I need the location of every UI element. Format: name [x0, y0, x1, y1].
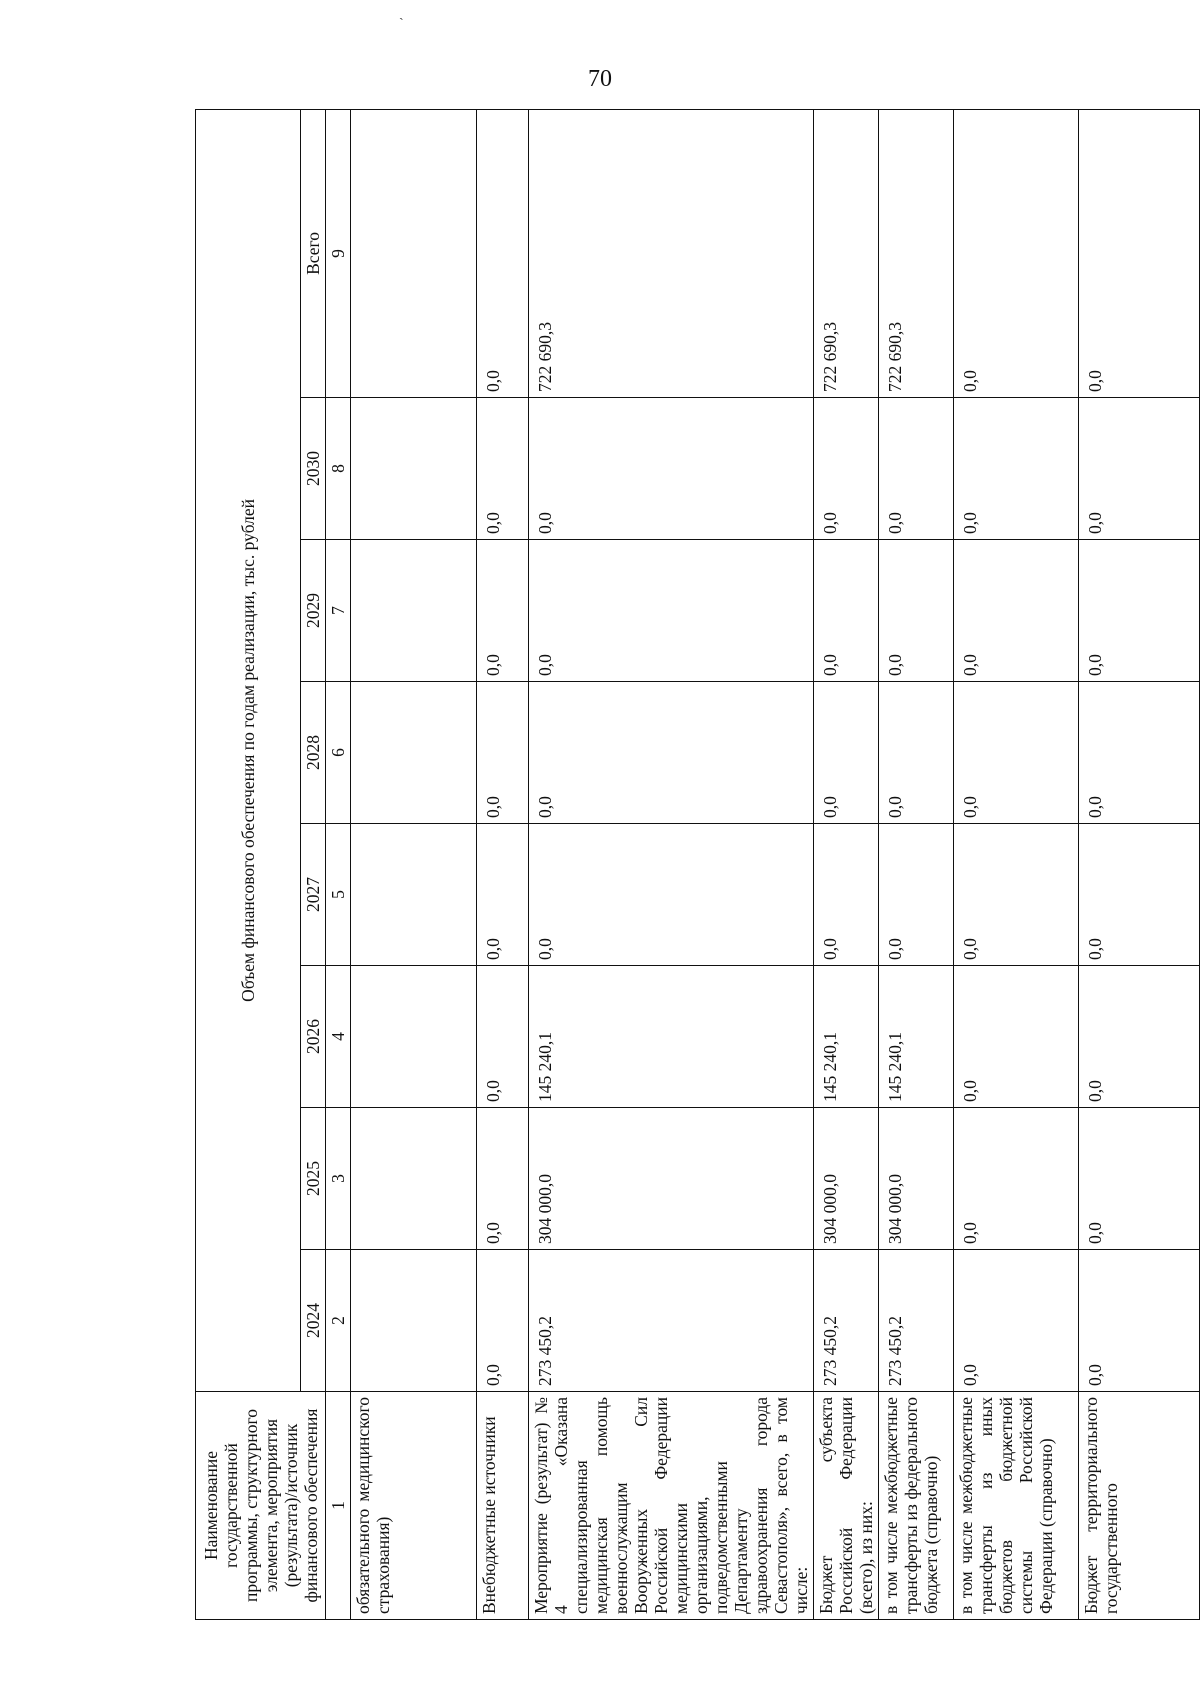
- cell-value: 0,0: [1079, 682, 1200, 824]
- year-2027: 2027: [301, 824, 326, 966]
- cell-value: 0,0: [1079, 1108, 1200, 1250]
- row-name: обязательного медицинского страхования): [351, 1392, 477, 1620]
- cell-value: 0,0: [879, 398, 954, 540]
- header-row: [196, 109, 301, 1619]
- col-number: 2: [326, 1250, 351, 1392]
- table-row: [1079, 109, 1200, 1619]
- col-number-row: [326, 109, 351, 1619]
- row-name: в том числе межбюджетные трансферты из иных бюджетов бюджетной системы Российской Федерации (справочно): [954, 1392, 1079, 1620]
- col-number: 4: [326, 966, 351, 1108]
- cell-value: 0,0: [529, 824, 814, 966]
- cell-value: 273 450,2: [879, 1250, 954, 1392]
- cell-value: 273 450,2: [814, 1250, 879, 1392]
- table-row: [954, 109, 1079, 1619]
- year-2028: 2028: [301, 682, 326, 824]
- corner-mark: ˎ: [399, 6, 404, 21]
- cell-value: [351, 824, 477, 966]
- cell-value: 0,0: [529, 682, 814, 824]
- header-name: Наименование государственной программы, структурного элемента, мероприятия (результата)/источник финансового обеспечения: [196, 1392, 326, 1620]
- cell-value: [351, 109, 477, 397]
- table-row: [529, 109, 814, 1619]
- cell-value: 0,0: [529, 398, 814, 540]
- cell-value: 0,0: [477, 966, 529, 1108]
- cell-value: 722 690,3: [879, 109, 954, 397]
- year-2026: 2026: [301, 966, 326, 1108]
- col-number: 6: [326, 682, 351, 824]
- cell-value: 0,0: [954, 966, 1079, 1108]
- cell-value: 0,0: [954, 398, 1079, 540]
- row-name: в том числе межбюджетные трансферты из федерального бюджета (справочно): [879, 1392, 954, 1620]
- cell-value: 722 690,3: [814, 109, 879, 397]
- cell-value: 0,0: [477, 398, 529, 540]
- table-row: [477, 109, 529, 1619]
- cell-value: 0,0: [1079, 824, 1200, 966]
- cell-value: 0,0: [954, 1108, 1079, 1250]
- cell-value: 0,0: [879, 824, 954, 966]
- cell-value: [351, 966, 477, 1108]
- cell-value: 304 000,0: [879, 1108, 954, 1250]
- cell-value: 0,0: [1079, 109, 1200, 397]
- header-volume: Объем финансового обеспечения по годам реализации, тыс. рублей: [196, 109, 301, 1391]
- cell-value: [351, 1108, 477, 1250]
- cell-value: 304 000,0: [529, 1108, 814, 1250]
- cell-value: 145 240,1: [814, 966, 879, 1108]
- year-total: Всего: [301, 109, 326, 397]
- col-number: 8: [326, 398, 351, 540]
- cell-value: 0,0: [529, 540, 814, 682]
- col-number: 9: [326, 109, 351, 397]
- cell-value: 0,0: [879, 682, 954, 824]
- cell-value: 0,0: [954, 109, 1079, 397]
- cell-value: 0,0: [814, 540, 879, 682]
- row-name: Мероприятие (результат) № 4 «Оказана специализированная медицинская помощь военнослужащим Вооруженных Сил Российской Федерации медицинскими организациями, подведомственными Департаменту здравоохранения города Севастополя», всего, в том числе:: [529, 1392, 814, 1620]
- cell-value: 0,0: [814, 824, 879, 966]
- cell-value: 0,0: [1079, 966, 1200, 1108]
- year-2029: 2029: [301, 540, 326, 682]
- cell-value: 0,0: [477, 824, 529, 966]
- cell-value: [351, 682, 477, 824]
- cell-value: 0,0: [814, 398, 879, 540]
- table-row: [879, 109, 954, 1619]
- cell-value: 145 240,1: [879, 966, 954, 1108]
- row-name: Бюджет субъекта Российской Федерации (всего), из них:: [814, 1392, 879, 1620]
- page-number: 70: [588, 66, 612, 92]
- col-number: 3: [326, 1108, 351, 1250]
- cell-value: 0,0: [1079, 1250, 1200, 1392]
- cell-value: 0,0: [954, 824, 1079, 966]
- cell-value: 145 240,1: [529, 966, 814, 1108]
- cell-value: 0,0: [477, 540, 529, 682]
- cell-value: 0,0: [814, 682, 879, 824]
- cell-value: 0,0: [1079, 540, 1200, 682]
- cell-value: 0,0: [954, 540, 1079, 682]
- cell-value: 0,0: [477, 1250, 529, 1392]
- cell-value: 0,0: [954, 682, 1079, 824]
- cell-value: 273 450,2: [529, 1250, 814, 1392]
- cell-value: [351, 1250, 477, 1392]
- cell-value: 0,0: [879, 540, 954, 682]
- cell-value: 304 000,0: [814, 1108, 879, 1250]
- col-number: 7: [326, 540, 351, 682]
- row-name: Внебюджетные источники: [477, 1392, 529, 1620]
- cell-value: [351, 540, 477, 682]
- year-2030: 2030: [301, 398, 326, 540]
- table-row: [814, 109, 879, 1619]
- cell-value: 722 690,3: [529, 109, 814, 397]
- col-number: 5: [326, 824, 351, 966]
- cell-value: 0,0: [477, 109, 529, 397]
- cell-value: 0,0: [477, 682, 529, 824]
- col-number: 1: [326, 1392, 351, 1620]
- year-2025: 2025: [301, 1108, 326, 1250]
- row-name: Бюджет территориального государственного: [1079, 1392, 1200, 1620]
- cell-value: 0,0: [1079, 398, 1200, 540]
- cell-value: [351, 398, 477, 540]
- table-row: [351, 109, 477, 1619]
- cell-value: 0,0: [477, 1108, 529, 1250]
- rotated-table-wrapper: [195, 110, 1200, 1620]
- cell-value: 0,0: [954, 1250, 1079, 1392]
- financing-table: [195, 109, 1200, 1620]
- year-2024: 2024: [301, 1250, 326, 1392]
